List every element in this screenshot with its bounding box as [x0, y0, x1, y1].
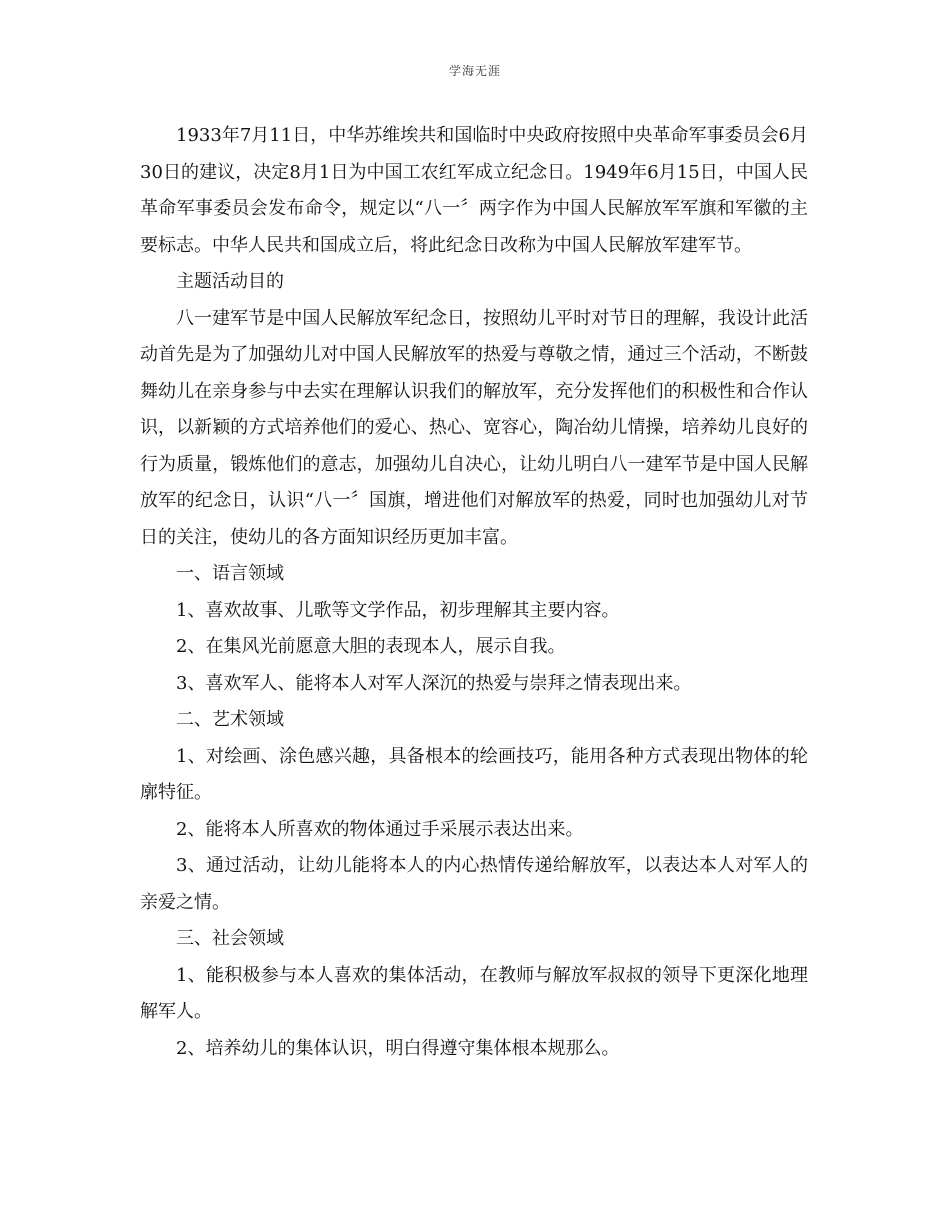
paragraph-purpose: 八一建军节是中国人民解放军纪念日，按照幼儿平时对节日的理解，我设计此活动首先是为了加强幼儿对中国人民解放军的热爱与尊敬之情，通过三个活动，不断鼓舞幼儿在亲身参与中去实在理解认识我们的解放军，充分发挥他们的积极性和合作认识，以新颖的方式培养他们的爱心、热心、宽容心，陶冶幼儿情操，培养幼儿良好的行为质量，锻炼他们的意志，加强幼儿自决心，让幼儿明白八一建军节是中国人民解放军的纪念日，认识“八一〞国旗，增进他们对解放军的热爱，同时也加强幼儿对节日的关注，使幼儿的各方面知识经历更加丰富。: [140, 307, 808, 548]
heading-social: 三、社会领域: [176, 928, 284, 949]
list-item: 3、通过活动，让幼儿能将本人的内心热情传递给解放军，以表达本人对军人的亲爱之情。: [140, 855, 808, 913]
document-body: [140, 118, 808, 1067]
list-item: 1、能积极参与本人喜欢的集体活动，在教师与解放军叔叔的领导下更深化地理解军人。: [140, 964, 808, 1022]
page-header: 学海无涯: [448, 64, 501, 78]
heading-art: 二、艺术领域: [176, 709, 284, 730]
list-item: 2、能将本人所喜欢的物体通过手采展示表达出来。: [176, 818, 584, 840]
heading-purpose: 主题活动目的: [176, 271, 284, 292]
paragraph-intro: 1933年7月11日，中华苏维埃共和国临时中央政府按照中央革命军事委员会6月30日的建议，决定8月1日为中国工农红军成立纪念日。1949年6月15日，中国人民革命军事委员会发布命令，规定以“八一〞两字作为中国人民解放军军旗和军徽的主要标志。中华人民共和国成立后，将此纪念日改称为中国人民解放军建军节。: [140, 125, 808, 256]
list-item: 2、培养幼儿的集体认识，明白得遵守集体根本规那么。: [176, 1037, 620, 1059]
list-item: 1、喜欢故事、儿歌等文学作品，初步理解其主要内容。: [176, 599, 620, 621]
heading-language: 一、语言领域: [176, 563, 284, 584]
list-item: 2、在集风光前愿意大胆的表现本人，展示自我。: [176, 636, 566, 657]
list-item: 3、喜欢军人、能将本人对军人深沉的热爱与崇拜之情表现出来。: [176, 672, 692, 694]
list-item: 1、对绘画、涂色感兴趣，具备根本的绘画技巧，能用各种方式表现出物体的轮廓特征。: [140, 745, 808, 803]
